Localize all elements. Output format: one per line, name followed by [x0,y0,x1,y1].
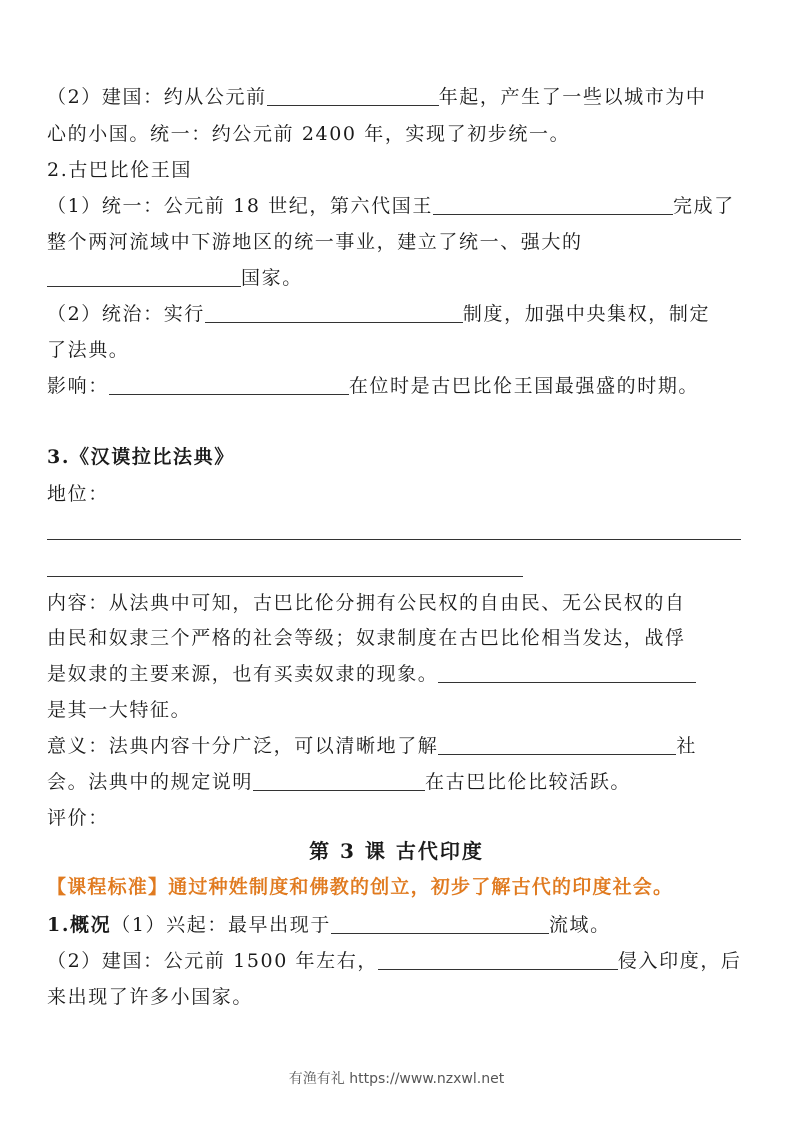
text-segment: 制度，加强中央集权，制定 [462,303,711,325]
text-segment: （2）建国：公元前 1500 年左右， [47,950,378,972]
text-line [47,908,747,943]
fill-in-blank[interactable] [378,945,618,970]
text-segment: 在古巴比伦比较活跃。 [425,771,632,793]
fill-in-blank[interactable] [331,909,549,934]
text-line: 整个两河流域中下游地区的统一事业，建立了统一、强大的 [47,231,583,253]
text-line [47,944,747,979]
text-segment: （1）统一：公元前 18 世纪，第六代国王 [47,195,433,217]
text-line [47,765,747,800]
section-label: 1.概况 [47,914,112,936]
answer-line[interactable] [47,576,523,577]
text-segment: （2）建国：约从公元前 [47,86,267,108]
fill-in-blank[interactable] [109,370,349,395]
text-line [47,369,747,404]
text-line: 心的小国。统一：约公元前 2400 年，实现了初步统一。 [47,123,571,145]
text-line: 了法典。 [47,339,130,361]
answer-line[interactable] [47,539,741,540]
fill-in-blank[interactable] [47,262,241,287]
text-segment: 侵入印度，后 [617,950,742,972]
section-heading: 2.古巴比伦王国 [47,159,192,181]
text-segment: 社 [676,735,698,757]
text-line: 地位： [47,483,109,505]
fill-in-blank[interactable] [253,766,425,791]
text-segment: 是奴隶的主要来源，也有买卖奴隶的现象。 [47,663,439,685]
text-segment: 年起，产生了一些以城市为中 [438,86,707,108]
fill-in-blank[interactable] [438,730,676,755]
footer-watermark: 有渔有礼 https://www.nzxwl.net [288,1071,505,1087]
text-segment: 意义：法典内容十分广泛，可以清晰地了解 [47,735,439,757]
text-line [47,729,747,764]
lesson-title: 第 3 课 古代印度 [309,839,484,863]
text-line [47,261,747,296]
text-segment: 会。法典中的规定说明 [47,771,254,793]
text-segment: 国家。 [241,267,303,289]
fill-in-blank[interactable] [438,658,696,683]
text-line [47,189,747,224]
text-line: 内容：从法典中可知，古巴比伦分拥有公民权的自由民、无公民权的自 [47,592,686,614]
text-segment: 在位时是古巴比伦王国最强盛的时期。 [348,375,700,397]
curriculum-standard: 【课程标准】通过种姓制度和佛教的创立，初步了解古代的印度社会。 [47,876,674,898]
text-line: 来出现了许多小国家。 [47,986,254,1008]
fill-in-blank[interactable] [205,298,463,323]
text-line [47,657,747,692]
text-segment: （2）统治：实行 [47,303,205,325]
text-line: 评价： [47,807,109,829]
text-line [47,297,747,332]
text-segment: 流域。 [548,914,611,936]
section-heading: 3.《汉谟拉比法典》 [47,446,235,468]
text-line [47,80,747,115]
fill-in-blank[interactable] [433,190,673,215]
fill-in-blank[interactable] [267,81,439,106]
text-segment: 完成了 [672,195,735,217]
text-line: 由民和奴隶三个严格的社会等级；奴隶制度在古巴比伦相当发达，战俘 [47,627,686,649]
text-segment: （1）兴起：最早出现于 [111,914,331,936]
text-line: 是其一大特征。 [47,699,192,721]
text-segment: 影响： [47,375,109,397]
